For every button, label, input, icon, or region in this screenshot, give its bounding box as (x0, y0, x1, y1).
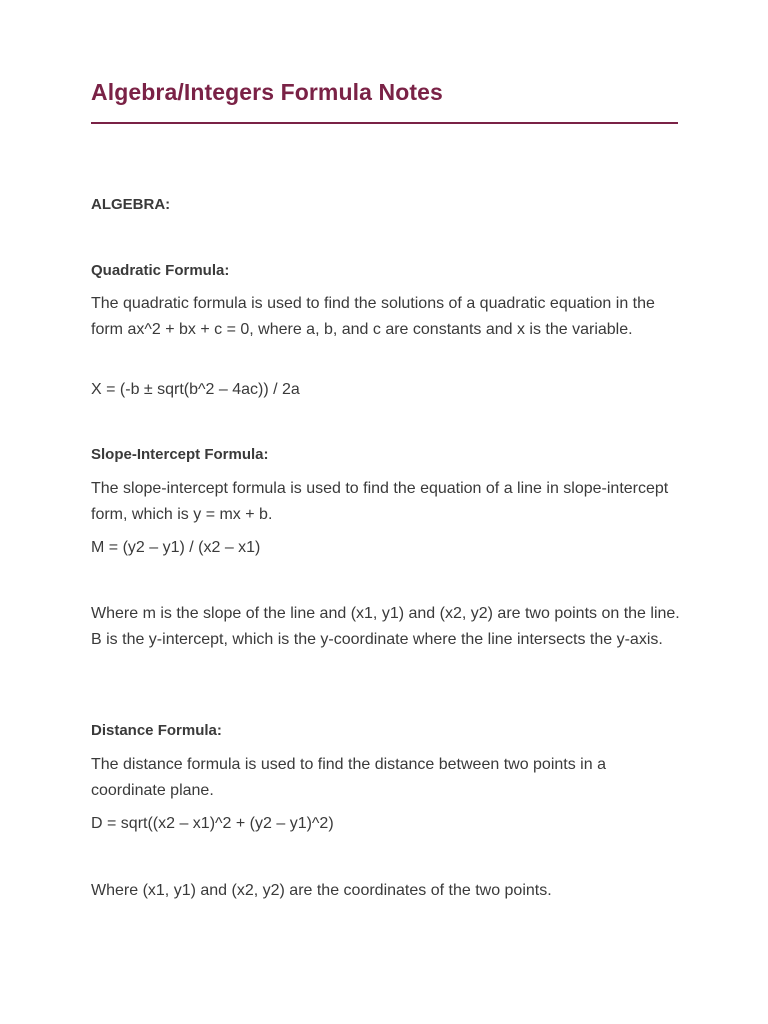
quadratic-heading: Quadratic Formula: (91, 262, 230, 279)
slope-intercept-heading: Slope-Intercept Formula: (91, 446, 269, 463)
distance-formula: D = sqrt((x2 – x1)^2 + (y2 – y1)^2) (91, 815, 334, 832)
slope-intercept-explanation: Where m is the slope of the line and (x1, y1) and (x2, y2) are two points on the line. B is the y-intercept, which is the y-coordinate where the line intersects the y-axis. (91, 605, 680, 648)
slope-intercept-formula: M = (y2 – y1) / (x2 – x1) (91, 539, 261, 556)
distance-description: The distance formula is used to find the distance between two points in a coordinate plane. (91, 756, 606, 799)
page-title: Algebra/Integers Formula Notes (91, 79, 443, 105)
slope-intercept-description: The slope-intercept formula is used to find the equation of a line in slope-intercept form, which is y = mx + b. (91, 480, 669, 523)
title-divider (91, 122, 678, 124)
distance-heading: Distance Formula: (91, 722, 222, 739)
distance-explanation: Where (x1, y1) and (x2, y2) are the coordinates of the two points. (91, 882, 552, 899)
section-heading-algebra: ALGEBRA: (91, 196, 171, 213)
quadratic-formula: X = (-b ± sqrt(b^2 – 4ac)) / 2a (91, 381, 300, 398)
quadratic-description: The quadratic formula is used to find the solutions of a quadratic equation in the form ax^2 + bx + c = 0, where a, b, and c are constants and x is the variable. (91, 295, 655, 338)
